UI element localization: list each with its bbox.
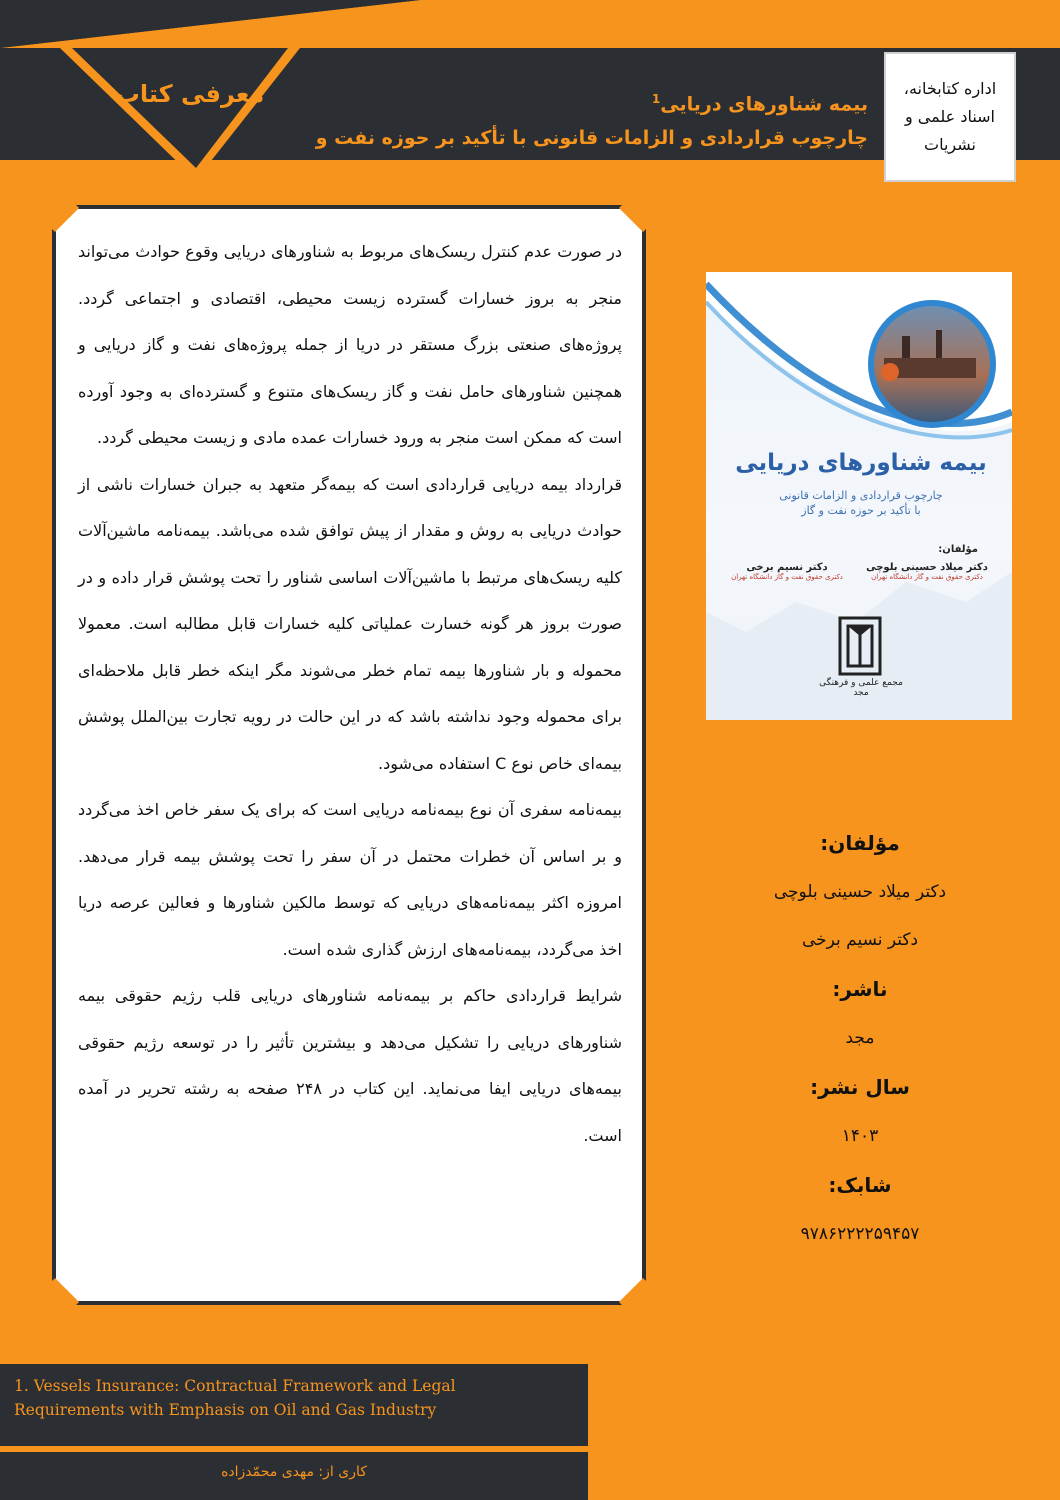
cover-author-affiliation: دکتری حقوق نفت و گاز دانشگاه تهران bbox=[731, 573, 843, 581]
cover-ship-mast bbox=[936, 330, 942, 358]
body-paragraph: قرارداد بیمه دریایی قراردادی است که بیمه‌گر متعهد به جبران خسارات ناشی از حوادث دریایی به روش و مقدار از پیش توافق شده می‌باشد. بیمه‌نامه ماشین‌آلات کلیه ریسک‌های مرتبط با ماشین‌آلات اساسی شناور را تحت پوشش قرار داده و در صورت بروز هر گونه خسارت عملیاتی کلیه خسارات قابل مطالبه است. معمولا محموله و بار شناورها بیمه تمام خطر می‌شوند مگر اینکه خطر قابل ملاحظه‌ای برای محموله وجود نداشته باشد که در این حالت در رویه تجارت بین‌الملل پوشش بیمه‌ای خاص نوع C استفاده می‌شود. bbox=[78, 474, 622, 773]
body-paragraph: بیمه‌نامه سفری آن نوع بیمه‌نامه دریایی است که برای یک سفر خاص اخذ می‌گردد و بر اساس آن خطرات محتمل در آن سفر را تحت پوشش بیمه قرار می‌دهد. امروزه اکثر بیمه‌نامه‌های دریایی که توسط مالکین شناورها و فعالین عرصه دریا اخذ می‌گردد، بیمه‌نامه‌های ارزش گذاری شده است. bbox=[78, 800, 622, 959]
cover-authors-label: مؤلفان: bbox=[938, 544, 978, 555]
panel-body bbox=[78, 229, 622, 1159]
cover-subtitle-line1: چارچوب قراردادی و الزامات قانونی bbox=[779, 489, 943, 502]
cover-author bbox=[722, 562, 852, 581]
cover-author-name: دکتر نسیم برخی bbox=[746, 562, 828, 573]
panel-corner bbox=[31, 1278, 79, 1326]
publication-year: ۱۴۰۳ bbox=[841, 1126, 879, 1146]
body-paragraph: در صورت عدم کنترل ریسک‌های مربوط به شناورهای دریایی وقوع حوادث می‌تواند منجر به بروز خسارات گسترده زیست محیطی، اقتصادی و اجتماعی گردد. پروژه‌های صنعتی بزرگ مستقر در دریا از جمله پروژه‌های نفت و گاز دریایی و همچنین شناورهای حامل نفت و گاز ریسک‌های متنوع و گسترده‌ای به وجود آورده است که ممکن است منجر به ورود خسارات عمده مادی و زیست محیطی گردد. bbox=[78, 242, 622, 447]
cover-subtitle-line2: با تأکید بر حوزه نفت و گاز bbox=[801, 504, 921, 517]
book-title-line2: چارچوب قراردادی و الزامات قانونی با تأکید بر حوزه نفت و گاز bbox=[315, 127, 868, 184]
book-title-line1: بیمه شناورهای دریایی$^1$ bbox=[651, 92, 868, 116]
credit-text: کاری از: مهدی محمّدزاده bbox=[221, 1464, 367, 1480]
cover-title: بیمه شناورهای دریایی bbox=[735, 450, 987, 476]
body-paragraph: شرایط قراردادی حاکم بر بیمه‌نامه شناورهای دریایی قلب رژیم حقوقی بیمه شناورهای دریایی را تشکیل می‌دهد و بیشترین تأثیر را در توسعه رژیم حقوقی بیمه‌های دریایی ایفا می‌نماید. این کتاب در ۲۴۸ صفحه به رشته تحریر در آمده است. bbox=[78, 986, 622, 1145]
department-box bbox=[884, 52, 1016, 182]
text-panel bbox=[52, 205, 646, 1305]
panel-corner bbox=[619, 1278, 667, 1326]
cover-author-affiliation: دکتری حقوق نفت و گاز دانشگاه تهران bbox=[871, 573, 983, 581]
footnote-text: 1. Vessels Insurance: Contractual Framework and Legal Requirements with Emphasis on Oil and Gas Industry bbox=[14, 1377, 456, 1419]
publisher-logo-icon bbox=[838, 616, 882, 676]
cover-fire bbox=[881, 363, 899, 381]
cover-subtitle bbox=[726, 488, 996, 518]
label-pointer-inner bbox=[72, 48, 288, 168]
cover-author-name: دکتر میلاد حسینی بلوچی bbox=[866, 562, 988, 573]
publisher-name: مجد bbox=[845, 1028, 875, 1048]
cover-author bbox=[862, 562, 992, 581]
author-name: دکتر میلاد حسینی بلوچی bbox=[773, 882, 947, 902]
book-cover bbox=[706, 272, 1012, 720]
cover-ship-mast bbox=[902, 336, 910, 358]
book-details bbox=[740, 818, 980, 1258]
year-label: سال نشر: bbox=[810, 1075, 910, 1099]
cover-publisher: مجمع علمی و فرهنگی مجد bbox=[819, 678, 903, 698]
publisher-label: ناشر: bbox=[832, 977, 888, 1001]
author-name: دکتر نسیم برخی bbox=[801, 930, 919, 950]
isbn-value: ۹۷۸۶۲۲۲۲۵۹۴۵۷ bbox=[800, 1224, 920, 1244]
section-label: معرفی کتاب bbox=[115, 80, 265, 108]
footnote-mark: 1 bbox=[651, 92, 661, 106]
book-title bbox=[300, 82, 868, 189]
isbn-label: شابک: bbox=[828, 1173, 892, 1197]
department-name: اداره کتابخانه، اسناد علمی و نشریات bbox=[903, 79, 997, 154]
authors-label: مؤلفان: bbox=[820, 831, 900, 855]
